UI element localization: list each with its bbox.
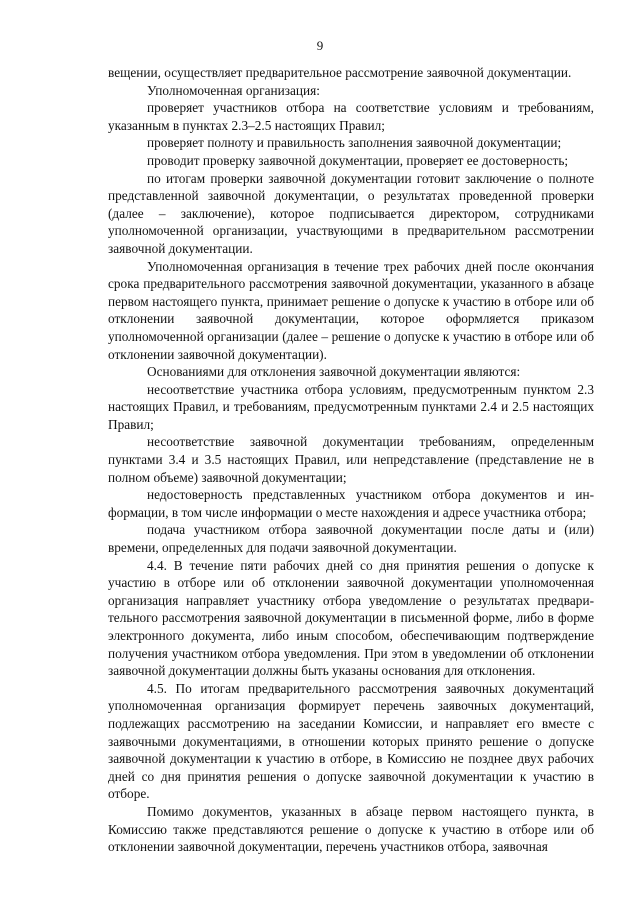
paragraph-ground-documentation-mismatch: несоответствие заявочной документации требованиям, определенным пунктами 3.4 и 3.5 настоящих Правил, или непредставление (представление не в полном объеме) заявочной документации; [108, 434, 594, 485]
paragraph-ground-participant-mismatch: несоответствие участника отбора условиям, предусмотренным пунктом 2.3 настоящих Правил, и требованиям, предусмотренным пунктами 2.4 и 2.5 настоящих Правил; [108, 381, 594, 432]
paragraph-authorized-organization: Уполномоченная организация: [147, 82, 320, 98]
paragraph-rejection-grounds-heading: Основаниями для отклонения заявочной документации являются: [147, 364, 521, 380]
paragraph-clause-4-4: 4.4. В течение пяти рабочих дней со дня принятия решения о допуске к участию в отборе или об отклонении заявочной документации уполномоченная организация направляет участнику отбора уведомление о результатах предварительного рассмотрения заявочной документации в письменной форме, либо в форме электронного документа, либо иным способом, обеспечивающим подтверждение получения участником отбора уведомления. При этом в уведомлении об отклонении заявочной документации должны быть указаны основания для отклонения. [108, 557, 594, 679]
document-body [108, 64, 594, 856]
paragraph-checks-completeness: проверяет полноту и правильность заполнения заявочной документации; [147, 135, 562, 151]
paragraph-additional-documents: Помимо документов, указанных в абзаце первом настоящего пункта, в Комиссию также представляются решение о допуске к участию в отборе или об отклонении заявочной документации, перечень участников отбора, заявочная [108, 803, 594, 855]
paragraph-checks-reliability: проводит проверку заявочной документации, проверяет ее достоверность; [147, 152, 569, 168]
paragraph-continuation: вещении, осуществляет предварительное рассмотрение заявочной документации. [108, 65, 572, 80]
paragraph-ground-unreliable-information: недостоверность представленных участником отбора документов и информации, в том числе информации о месте нахождения и адресе участника отбора; [108, 487, 594, 520]
paragraph-conclusion: по итогам проверки заявочной документации готовит заключение о полноте представленной заявочной документации, о результатах проведенной проверки (далее – заключение), которое подписывается директором, сотрудниками уполномоченной организации, участвующими в предварительном рассмотрении заявочной документации. [108, 170, 594, 256]
paragraph-admission-decision: Уполномоченная организация в течение трех рабочих дней после окончания срока предварительного рассмотрения заявочной документации, указанного в абзаце первом настоящего пункта, принимает решение о допуске к участию в отборе или об отклонении заявочной документации, которое оформляется приказом уполномоченной организации (далее – решение о допуске к участию в отборе или об отклонении заявочной документации). [108, 258, 594, 362]
paragraph-clause-4-5: 4.5. По итогам предварительного рассмотрения заявочных документаций уполномоченная организация формирует перечень заявочных документаций, подлежащих рассмотрению на заседании Комиссии, и направляет его вместе с заявочными документациями, в отношении которых принято решение о допуске заявочной документации к участию в отборе, в Комиссию не позднее двух рабочих дней со дня принятия решения о допуске заявочной документации к участию в отборе. [108, 680, 594, 802]
page-number: 9 [316, 38, 324, 53]
paragraph-ground-late-submission: подача участником отбора заявочной документации после даты и (или) времени, определенных для подачи заявочной документации. [108, 522, 594, 556]
paragraph-checks-participants: проверяет участников отбора на соответствие условиям и требованиям, указанным в пунктах 2.3–2.5 настоящих Правил; [108, 100, 594, 133]
